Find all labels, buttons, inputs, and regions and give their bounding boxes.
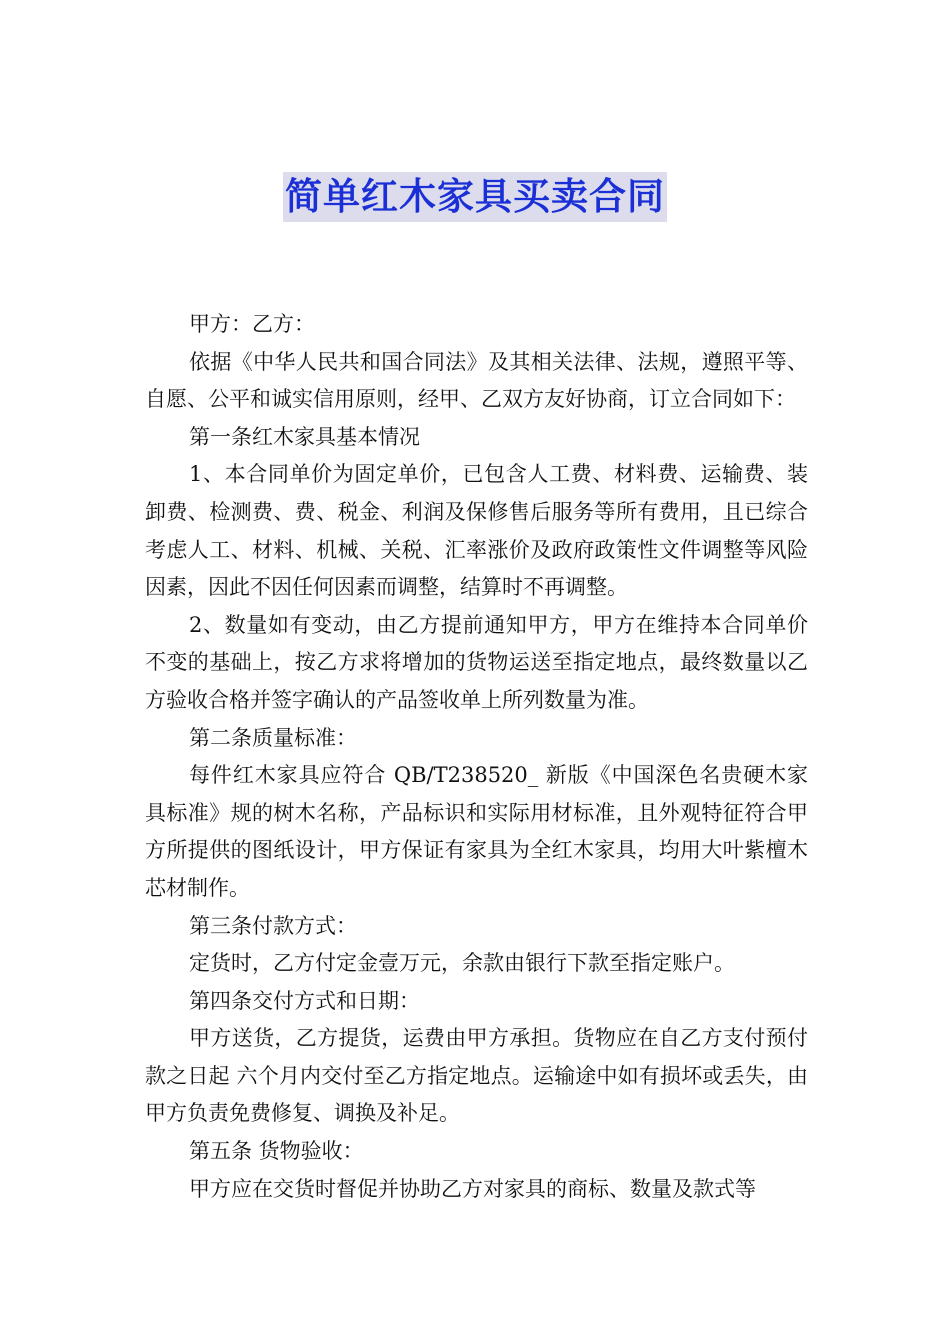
- document-title: 简单红木家具买卖合同: [283, 172, 667, 222]
- title-block: [0, 172, 950, 222]
- paragraph-article-3-heading: 第三条付款方式：: [189, 913, 357, 938]
- paragraph-parties: 甲方：乙方：: [189, 312, 315, 336]
- paragraph-article-4-heading: 第四条交付方式和日期：: [189, 988, 420, 1013]
- paragraph-article-5-body: 甲方应在交货时督促并协助乙方对家具的商标、数量及款式等: [189, 1176, 756, 1201]
- paragraph-preamble: 依据《中华人民共和国合同法》及其相关法律、法规，遵照平等、 自愿、公平和诚实信用原则，经甲、乙双方友好协商，订立合同如下：: [145, 349, 808, 412]
- paragraph-article-2-heading: 第二条质量标准：: [189, 725, 357, 750]
- paragraph-article-1-item-1: 1、本合同单价为固定单价，已包含人工费、材料费、运输费、装卸费、检测费、费、税金、利润及保修售后服务等所有费用，且已综合考虑人工、材料、机械、关税、汇率涨价及政府政策性文件调整等风险因素，因此不因任何因素而调整，结算时不再调整。: [145, 462, 808, 600]
- paragraph-article-4-body: 甲方送货，乙方提货，运费由甲方承担。货物应在自乙方支付预付款之日起 六个月内交付至乙方指定地点。运输途中如有损坏或丢失，由甲方负责免费修复、调换及补足。: [145, 1026, 808, 1126]
- paragraph-article-1-item-2: 2、数量如有变动，由乙方提前通知甲方，甲方在维持本合同单价不变的基础上，按乙方求将增加的货物运送至指定地点，最终数量以乙方验收合格并签字确认的产品签收单上所列数量为准。: [145, 612, 808, 712]
- document-body: [145, 306, 808, 1208]
- paragraph-article-2-body: 每件红木家具应符合 QB/T238520_ 新版《中国深色名贵硬木家具标准》规的树木名称，产品标识和实际用材标准，且外观特征符合甲方所提供的图纸设计，甲方保证有家具为全红木家具，均用大叶紫檀木芯材制作。: [145, 763, 808, 900]
- paragraph-article-5-heading: 第五条 货物验收：: [189, 1139, 364, 1164]
- paragraph-article-1-heading: 第一条红木家具基本情况: [189, 424, 420, 449]
- paragraph-article-3-body: 定货时，乙方付定金壹万元，余款由银行下款至指定账户。: [189, 951, 735, 976]
